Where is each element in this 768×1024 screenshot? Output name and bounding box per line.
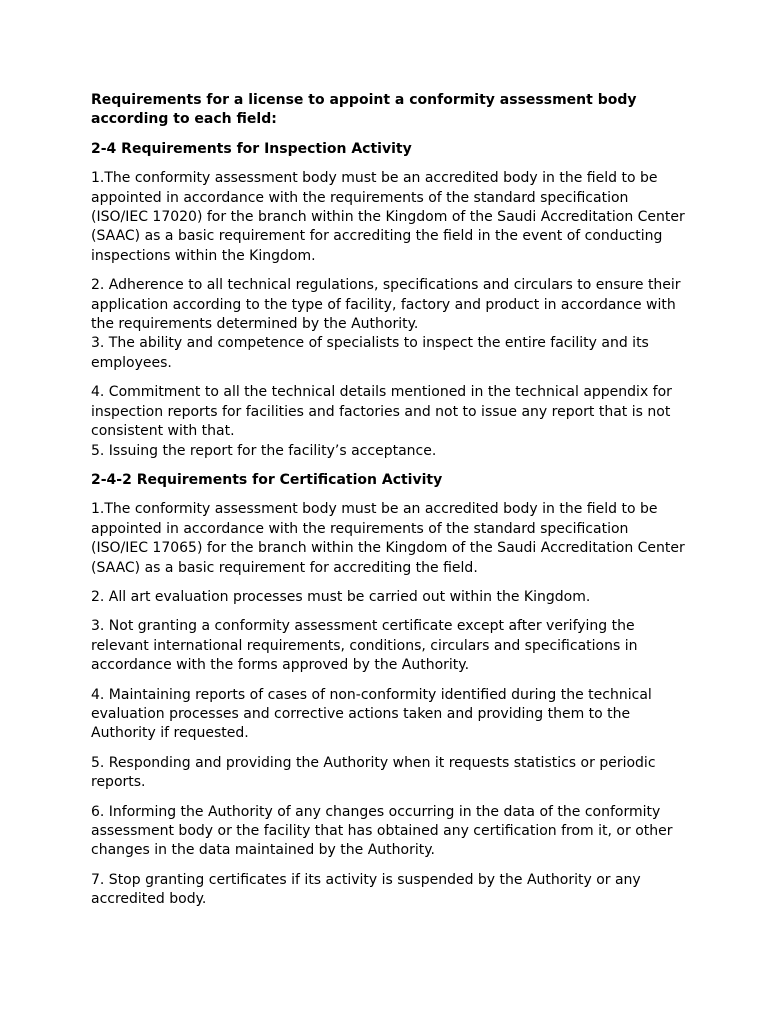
certification-requirement-7: 7. Stop granting certificates if its activity is suspended by the Authority or any accredited body.: [91, 871, 641, 908]
document-page: [91, 91, 691, 920]
inspection-requirement-5: 5. Issuing the report for the facility’s acceptance.: [91, 442, 437, 459]
certification-requirement-5: 5. Responding and providing the Authority when it requests statistics or periodic reports.: [91, 754, 656, 791]
certification-requirement-2: 2. All art evaluation processes must be carried out within the Kingdom.: [91, 588, 591, 605]
inspection-requirement-1: 1.The conformity assessment body must be an accredited body in the field to be appointed in accordance with the requirements of the standard specification (ISO/IEC 17020) for the branch within the Kingdom of the Saudi Accreditation Center (SAAC) as a basic requirement for accrediting the field in the event of conducting inspections within the Kingdom.: [91, 170, 685, 264]
certification-requirement-6: 6. Informing the Authority of any changes occurring in the data of the conformity assessment body or the facility that has obtained any certification from it, or other changes in the data maintained by the Authority.: [91, 803, 673, 859]
inspection-requirement-3: 3. The ability and competence of specialists to inspect the entire facility and its employees.: [91, 335, 649, 371]
certification-requirement-3: 3. Not granting a conformity assessment certificate except after verifying the relevant international requirements, conditions, circulars and specifications in accordance with the forms approved by the Authority.: [91, 618, 638, 674]
inspection-requirement-4: 4. Commitment to all the technical details mentioned in the technical appendix for inspection reports for facilities and factories and not to issue any report that is not consistent with that.: [91, 384, 672, 440]
document-title: Requirements for a license to appoint a conformity assessment body according to each field:: [91, 92, 637, 128]
inspection-requirement-2: 2. Adherence to all technical regulations, specifications and circulars to ensure their application according to the type of facility, factory and product in accordance with the requirements determined by the Authority.: [91, 277, 681, 333]
section-heading-inspection: 2-4 Requirements for Inspection Activity: [91, 140, 412, 157]
section-heading-certification: 2-4-2 Requirements for Certification Activity: [91, 471, 443, 488]
certification-requirement-1: 1.The conformity assessment body must be an accredited body in the field to be appointed in accordance with the requirements of the standard specification (ISO/IEC 17065) for the branch within the Kingdom of the Saudi Accreditation Center (SAAC) as a basic requirement for accrediting the field.: [91, 501, 685, 576]
certification-requirement-4: 4. Maintaining reports of cases of non-conformity identified during the technical evaluation processes and corrective actions taken and providing them to the Authority if requested.: [91, 686, 652, 742]
